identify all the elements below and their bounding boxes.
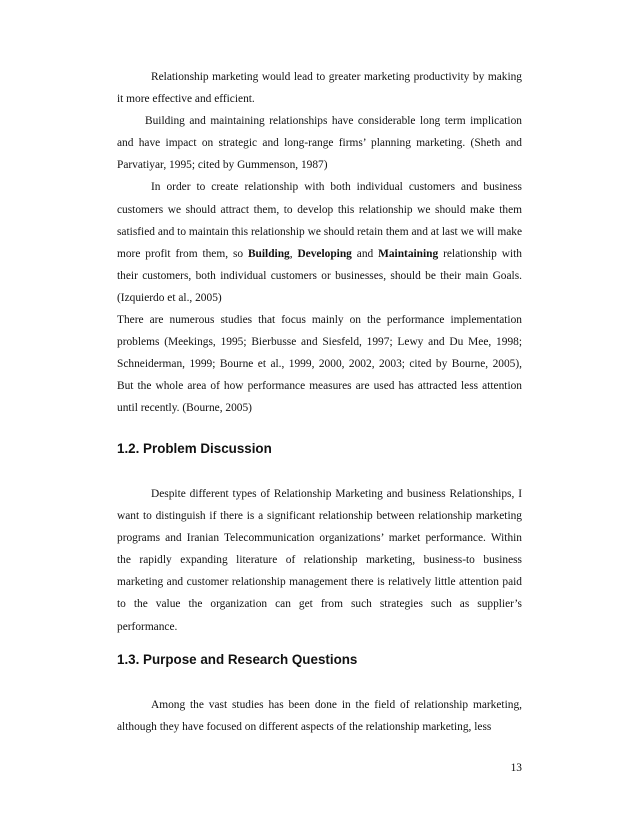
- problem-discussion-paragraph: Despite different types of Relationship Marketing and business Relationships, I want to distinguish if there is a significant relationship between relationship marketing programs and Iranian Telecommunication organizations’ market performance. Within the rapidly expanding literature of relationship marketing, business-to business marketing and customer relationship management there is relatively little attention paid to the value the organization can get from such strategies such as supplier’s performance.: [117, 488, 522, 633]
- bold-developing: Developing: [297, 247, 352, 260]
- purpose-paragraph: Among the vast studies has been done in the field of relationship marketing, although they have focused on different aspects of the relationship marketing, less: [117, 699, 522, 734]
- bold-building: Building: [247, 247, 290, 260]
- intro-paragraph-3: [117, 176, 522, 309]
- heading-problem-discussion: 1.2. Problem Discussion: [117, 441, 272, 456]
- intro-paragraph-3-lead: In order to create relationship with both individual customers and business customers we should attract them, to develop this relationship we should make them satisfied and to maintain this relationship we should retain them and at last we will make more profit from them, so: [117, 181, 522, 260]
- problem-discussion-block: [117, 483, 522, 638]
- purpose-block: [117, 694, 522, 738]
- intro-paragraph-3-sep2: and: [351, 247, 379, 260]
- bold-maintaining: Maintaining: [378, 247, 439, 260]
- intro-text-block: [117, 66, 522, 420]
- intro-paragraph-3-tail: relationship with their customers, both individual customers or businesses, should be their main Goals. (Izquierdo et al., 2005): [117, 247, 522, 304]
- intro-paragraph-1: Relationship marketing would lead to greater marketing productivity by making it more effective and efficient.: [117, 71, 522, 106]
- heading-purpose-research-questions: 1.3. Purpose and Research Questions: [117, 652, 358, 667]
- intro-paragraph-3-sep1: ,: [289, 247, 298, 260]
- intro-paragraph-4: There are numerous studies that focus mainly on the performance implementation problems (Meekings, 1995; Bierbusse and Siesfeld, 1997; Lewy and Du Mee, 1998; Schneiderman, 1999; Bourne et al., 1999, 2000, 2002, 2003; cited by Bourne, 2005), But the whole area of how performance measures are used has attracted less attention until recently. (Bourne, 2005): [117, 314, 522, 415]
- intro-paragraph-2: Building and maintaining relationships have considerable long term implication and have impact on strategic and long-range firms’ planning marketing. (Sheth and Parvatiyar, 1995; cited by Gummenson, 1987): [117, 115, 522, 172]
- page-number: 13: [510, 762, 522, 774]
